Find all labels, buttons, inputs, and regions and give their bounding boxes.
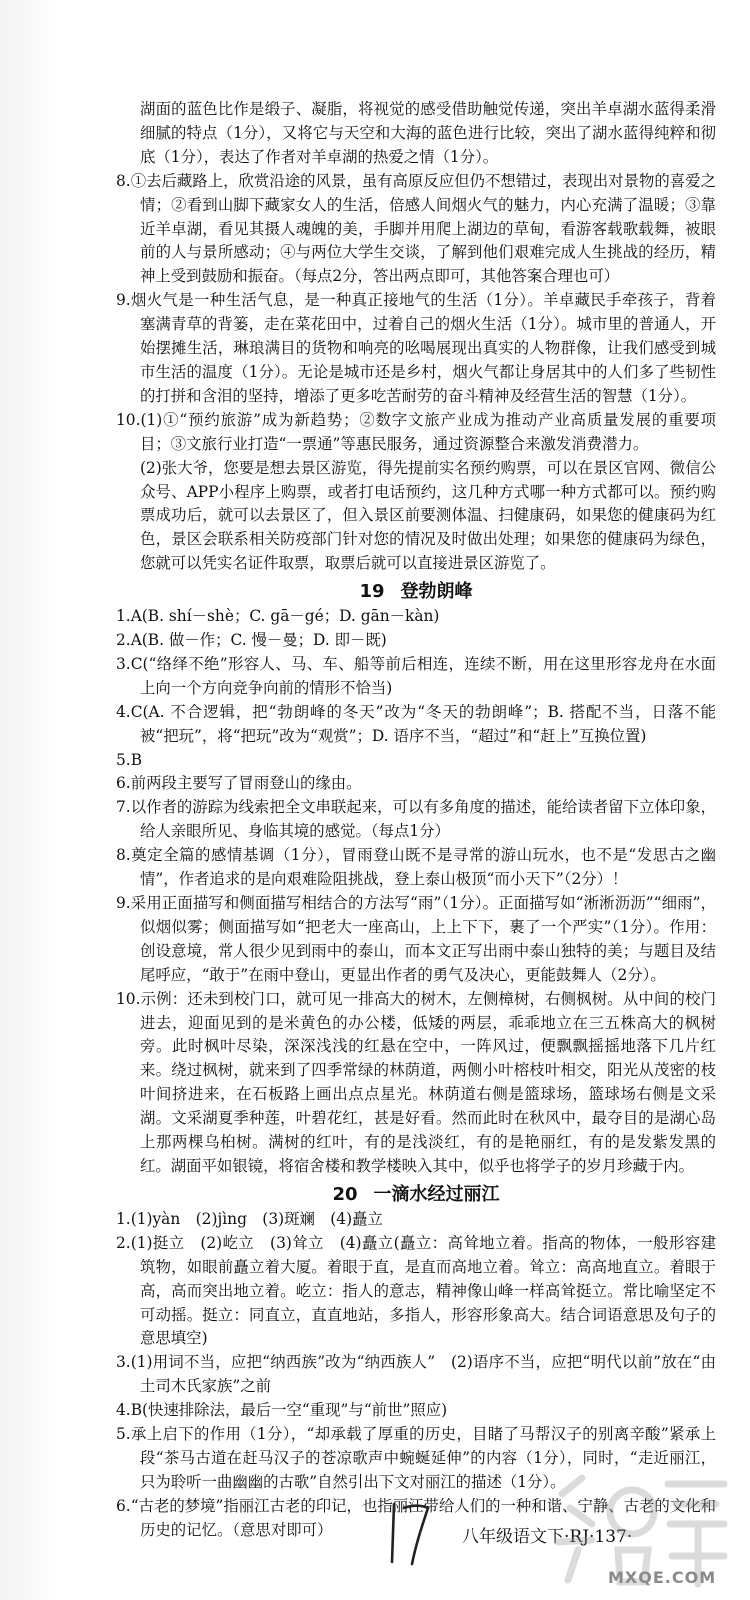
answer-item-c4: 4.B(快速排除法，最后一空“重现”与“前世”照应) (116, 1401, 448, 1420)
answer-item-c5: 5.承上启下的作用（1分），“却承载了厚重的历史，目睹了马帮汉子的别离辛酸”紧承上段“茶马古道在赶马汉子的苍凉歌声中蜿蜒延伸”的内容（1分），同时，“走近丽江，只为聆听一曲幽幽的古歌”自然引出下文对丽江的描述（1分）。 (116, 1425, 716, 1491)
answer-text-block (116, 98, 716, 1543)
answer-item-8: 8.①去后藏路上，欣赏沿途的风景，虽有高原反应但仍不想错过，表现出对景物的喜爱之情；②看到山脚下藏家女人的生活，倍感人间烟火气的魅力，内心充满了温暖；③靠近羊卓湖，看见其摄人魂魄的美，手脚并用爬上湖边的草甸，看游客载歌载舞，被眼前的人与景所感动；④与两位大学生交谈，了解到他们艰难完成人生挑战的经历，精神上受到鼓励和振奋。（每点2分，答出两点即可，其他答案合理也可） (116, 171, 716, 286)
answer-item-b5: 5.B (116, 750, 142, 769)
answer-item-c6: 6.“古老的梦境”指丽江古老的印记，也指丽江带给人们的一种和谐、宁静、古老的文化和历史的记忆。（意思对即可） (116, 1496, 716, 1539)
section-title-20: 20 一滴水经过丽江 (332, 1183, 500, 1205)
item-list-b (116, 605, 716, 1179)
answer-item-10-part2: (2)张大爷，您要是想去景区游览，得先提前实名预约购票，可以在景区官网、微信公众号、APP小程序上购票，或者打电话预约，这几种方式哪一种方式都可以。预约购票成功后，就可以去景区了，但入景区前要测体温、扫健康码，如果您的健康码为红色，景区会联系相关防疫部门针对您的情况及时做出处理；如果您的健康码为绿色，您就可以凭实名证件取票，取票后就可以直接进景区游览了。 (140, 458, 716, 573)
watermark-url: MXQE.COM (608, 1568, 717, 1587)
answer-item-9: 9.烟火气是一种生活气息，是一种真正接地气的生活（1分）。羊卓藏民手牵孩子，背着塞满青草的背篓，走在菜花田中，过着自己的烟火生活（1分）。城市里的普通人，开始摆摊生活，琳琅满目的货物和响亮的吆喝展现出真实的人物群像，让我们感受到城市生活的温度（1分）。无论是城市还是乡村，烟火气都让身居其中的人们多了些韧性的打拼和含泪的坚持，增添了更多吃苦耐劳的奋斗精神及经营生活的智慧（1分）。 (116, 291, 716, 405)
answer-item-b10: 10.示例：还未到校门口，就可见一排高大的树木，左侧樟树，右侧枫树。从中间的校门进去，迎面见到的是米黄色的办公楼，低矮的两层，乖乖地立在三五株高大的枫树旁。此时枫叶尽染，深深浅浅的红悬在空中，一阵风过，便飘飘摇摇地落下几片红来。绕过枫树，就来到了四季常绿的林荫道，两侧小叶榕枝叶相交，阳光从茂密的枝叶间挤进来，在石板路上画出点点星光。林荫道右侧是篮球场，篮球场右侧是文采湖。文采湖夏季种莲，叶碧花红，甚是好看。然而此时在秋风中，最夺目的是湖心岛上那两棵乌桕树。满树的红叶，有的是浅淡红，有的是艳丽红，有的是发紫发黑的红。湖面平如银镜，将宿舍楼和教学楼映入其中，似乎也将学子的岁月珍藏于内。 (116, 989, 716, 1175)
answer-item-b6: 6.前两段主要写了冒雨登山的缘由。 (116, 774, 362, 793)
answer-item-b7: 7.以作者的游踪为线索把全文串联起来，可以有多角度的描述，能给读者留下立体印象，给人亲眼所见、身临其境的感觉。（每点1分） (116, 798, 716, 841)
handwritten-page-number (388, 1496, 432, 1570)
answer-item-b1: 1.A(B. shí－shè；C. gā－gé；D. gān－kàn) (116, 607, 440, 626)
answer-item-c1: 1.(1)yàn (2)jìng (3)斑斓 (4)矗立 (116, 1209, 383, 1228)
answer-item-b2: 2.A(B. 做－作；C. 慢－曼；D. 即－既) (116, 631, 387, 650)
answer-item-b4: 4.C(A. 不合逻辑，把“勃朗峰的冬天”改为“冬天的勃朗峰”；B. 搭配不当，日落不能被“把玩”，将“把玩”改为“观赏”；D. 语序不当，“超过”和“赶上”互换位置) (116, 702, 716, 745)
answer-item-10-part1: 10.(1)①“预约旅游”成为新趋势；②数字文旅产业成为推动产业高质量发展的重要项目；③文旅行业打造“一票通”等惠民服务，通过资源整合来激发消费潜力。 (116, 410, 716, 453)
answer-item-b9: 9.采用正面描写和侧面描写相结合的方法写“雨”（1分）。正面描写如“淅淅沥沥”“细雨”，似烟似雾；侧面描写如“把老大一座高山，上上下下，裹了一个严实”（1分）。作用：创设意境，常人很少见到雨中的泰山，而本文正写出雨中泰山独特的美；与题目及结尾呼应，“敢于”在雨中登山，更显出作者的勇气及决心，更能鼓舞人（2分）。 (116, 894, 716, 984)
answer-item-c2: 2.(1)挺立 (2)屹立 (3)耸立 (4)矗立(矗立：高耸地立着。指高的物体，一般形容建筑物，如眼前矗立着大厦。着眼于直，是直而高地立着。耸立：高高地直立。着眼于高，高而突出地立着。屹立：指人的意志，精神像山峰一样高耸挺立。常比喻坚定不可动摇。挺立：同直立，直直地站，多指人，形容形象高大。结合词语意思及句子的意思填空) (116, 1233, 716, 1348)
answer-item-c3: 3.(1)用词不当，应把“纳西族”改为“纳西族人” (2)语序不当，应把“明代以前”放在“由土司木氏家族”之前 (116, 1353, 716, 1396)
intro-paragraph: 湖面的蓝色比作是缎子、凝脂，将视觉的感受借助触觉传递，突出羊卓湖水蓝得柔滑细腻的特点（1分），又将它与天空和大海的蓝色进行比较，突出了湖水蓝得纯粹和彻底（1分），表达了作者对羊卓湖的热爱之情（1分）。 (140, 100, 716, 166)
section-title-19: 19 登勃朗峰 (359, 581, 473, 603)
item-list-a (116, 170, 716, 576)
page-footer: 八年级语文下·RJ·137· (462, 1527, 633, 1547)
scan-edge-shadow (0, 0, 60, 1600)
answer-item-b8: 8.奠定全篇的感情基调（1分），冒雨登山既不是寻常的游山玩水，也不是“发思古之幽情”，作者追求的是向艰难险阻挑战，登上泰山极顶“而小天下”（2分）！ (116, 846, 716, 889)
answer-item-b3: 3.C(“络绎不绝”形容人、马、车、船等前后相连，连续不断，用在这里形容龙舟在水面上向一个方向竞争向前的情形不恰当) (116, 654, 716, 697)
